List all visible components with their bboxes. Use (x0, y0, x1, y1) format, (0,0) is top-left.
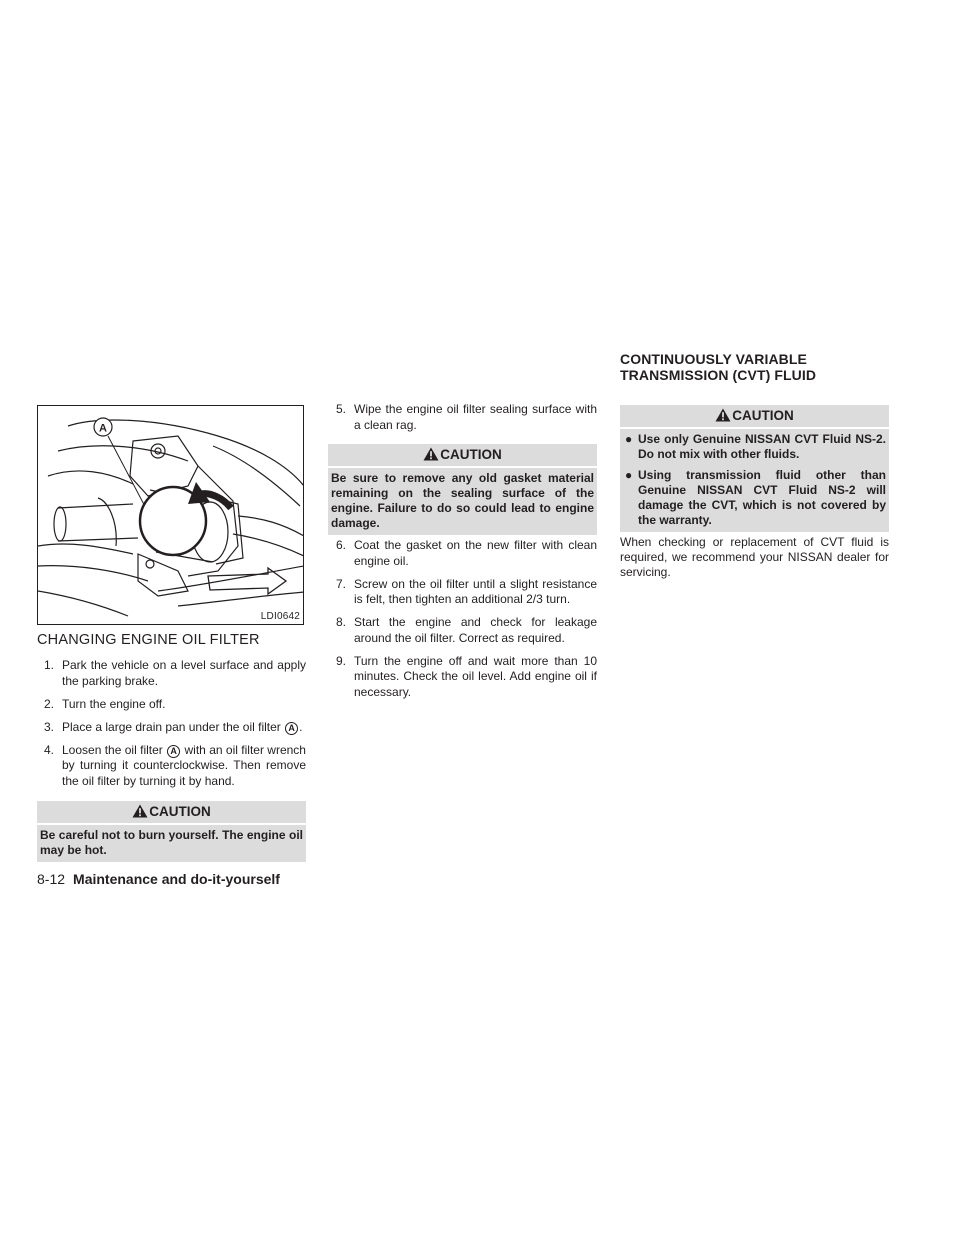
oil-filter-steps-list (37, 658, 306, 797)
list-item: ● Using transmission fluid other than Genuine NISSAN CVT Fluid NS-2 will damage the CVT, which is not covered by the warranty. (625, 468, 886, 527)
list-item: 5. Wipe the engine oil filter sealing surface with a clean rag. (336, 402, 597, 432)
bullet-icon: ● (625, 468, 633, 482)
list-item: ● Use only Genuine NISSAN CVT Fluid NS-2. Do not mix with other fluids. (625, 432, 886, 461)
page-footer (37, 871, 280, 887)
chapter-title: Maintenance and do-it-yourself (73, 871, 280, 887)
caution-box-cvt-fluid (620, 405, 889, 532)
caution-label: CAUTION (440, 447, 502, 462)
list-item: 8. Start the engine and check for leakage around the oil filter. Correct as required. (336, 615, 597, 645)
warning-triangle-icon (423, 447, 439, 461)
caution-text: Be sure to remove any old gasket material remaining on the sealing surface of the engine. Failure to do so could lead to engine damage. (331, 471, 594, 530)
figure-callout-a: A (99, 422, 107, 435)
engine-oil-filter-drawing (38, 406, 304, 625)
list-item: 7. Screw on the oil filter until a slight resistance is felt, then tighten an additional 2/3 turn. (336, 576, 597, 606)
list-item: 4. Loosen the oil filter A with an oil filter wrench by turning it counterclockwise. Then remove the oil filter by turning it by hand. (44, 742, 306, 788)
caution-label: CAUTION (149, 804, 211, 819)
oil-filter-steps-list-continued (329, 402, 597, 441)
caution-box-hot-oil (37, 801, 306, 862)
caution-box-gasket (328, 444, 597, 535)
page-number: 8-12 (37, 871, 66, 887)
warning-triangle-icon (132, 804, 148, 818)
oil-filter-steps-list-final (329, 538, 597, 708)
callout-a-marker: A (285, 722, 298, 735)
list-item: 2. Turn the engine off. (44, 696, 166, 711)
list-item: 3. Place a large drain pan under the oil filter A . (44, 719, 303, 734)
caution-label: CAUTION (732, 408, 794, 423)
cvt-fluid-paragraph: When checking or replacement of CVT fluid is required, we recommend your NISSAN dealer for servicing. (620, 535, 889, 579)
caution-bullet-list (623, 432, 886, 528)
figure-code: LDI0642 (260, 611, 300, 622)
oil-filter-illustration (37, 405, 304, 625)
section-title-oil-filter: CHANGING ENGINE OIL FILTER (37, 632, 260, 648)
list-item: 6. Coat the gasket on the new filter with clean engine oil. (336, 538, 597, 568)
list-item: 1. Park the vehicle on a level surface and apply the parking brake. (44, 658, 306, 688)
caution-text: Be careful not to burn yourself. The engine oil may be hot. (40, 828, 303, 857)
warning-triangle-icon (715, 408, 731, 422)
section-title-cvt-fluid: CONTINUOUSLY VARIABLE TRANSMISSION (CVT) FLUID (620, 351, 817, 383)
list-item: 9. Turn the engine off and wait more than 10 minutes. Check the oil level. Add engine oil if necessary. (336, 653, 597, 699)
callout-a-marker: A (167, 745, 180, 758)
bullet-icon: ● (625, 432, 633, 446)
